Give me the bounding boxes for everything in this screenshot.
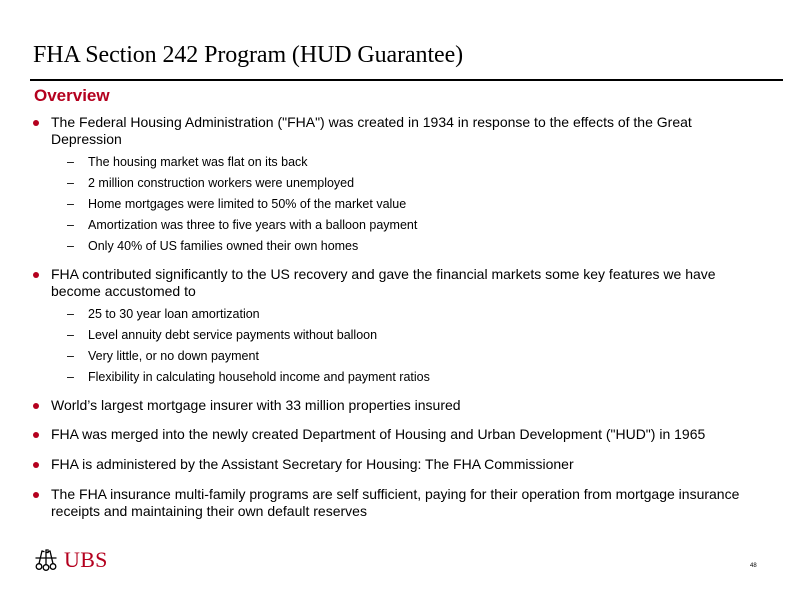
page-title: FHA Section 242 Program (HUD Guarantee) xyxy=(33,42,464,68)
sub-bullet-item: – Flexibility in calculating household income and payment ratios xyxy=(51,367,761,388)
dash-icon: – xyxy=(67,197,74,211)
section-subtitle: Overview xyxy=(34,86,110,105)
bullet-text: FHA contributed significantly to the US recovery and gave the financial markets some key features we have become accustomed to xyxy=(51,266,716,299)
bullet-dot-icon xyxy=(33,120,39,126)
dash-icon: – xyxy=(67,176,74,190)
sub-bullet-item: – The housing market was flat on its back xyxy=(51,152,761,173)
dash-icon: – xyxy=(67,349,74,363)
bullet-item xyxy=(31,266,761,388)
dash-icon: – xyxy=(67,328,74,342)
sub-bullet-item: – Level annuity debt service payments without balloon xyxy=(51,325,761,346)
bullet-text: The Federal Housing Administration ("FHA") was created in 1934 in response to the effects of the Great Depression xyxy=(51,114,692,147)
dash-icon: – xyxy=(67,370,74,384)
sub-bullet-item: – Very little, or no down payment xyxy=(51,346,761,367)
sub-bullet-item: – 2 million construction workers were unemployed xyxy=(51,173,761,194)
bullet-dot-icon xyxy=(33,403,39,409)
bullet-text: World’s largest mortgage insurer with 33 million properties insured xyxy=(51,397,461,413)
bullet-text: FHA was merged into the newly created Department of Housing and Urban Development ("HUD") in 1965 xyxy=(51,426,706,442)
dash-icon: – xyxy=(67,155,74,169)
bullet-text: FHA is administered by the Assistant Secretary for Housing: The FHA Commissioner xyxy=(51,456,574,472)
bullet-item xyxy=(31,486,761,520)
sub-bullet-item: – 25 to 30 year loan amortization xyxy=(51,304,761,325)
bullet-dot-icon xyxy=(33,462,39,468)
title-divider xyxy=(30,79,783,81)
bullet-dot-icon xyxy=(33,492,39,498)
ubs-keys-icon xyxy=(33,548,59,572)
page-number: 48 xyxy=(750,563,757,569)
dash-icon: – xyxy=(67,307,74,321)
bullet-text: The FHA insurance multi-family programs are self sufficient, paying for their operation from mortgage insurance receipts and maintaining their own default reserves xyxy=(51,486,740,519)
sub-bullet-item: – Home mortgages were limited to 50% of the market value xyxy=(51,194,761,215)
bullet-dot-icon xyxy=(33,432,39,438)
bullet-item xyxy=(31,456,761,473)
sub-bullet-list xyxy=(51,152,761,257)
bullet-dot-icon xyxy=(33,272,39,278)
dash-icon: – xyxy=(67,239,74,253)
sub-bullet-item: – Only 40% of US families owned their own homes xyxy=(51,236,761,257)
ubs-logo xyxy=(33,547,108,573)
dash-icon: – xyxy=(67,218,74,232)
sub-bullet-list xyxy=(51,304,761,388)
bullet-item xyxy=(31,114,761,257)
bullet-item xyxy=(31,397,761,414)
sub-bullet-item: – Amortization was three to five years with a balloon payment xyxy=(51,215,761,236)
logo-text: UBS xyxy=(64,547,108,572)
bullet-item xyxy=(31,426,761,443)
bullet-list xyxy=(31,114,761,520)
